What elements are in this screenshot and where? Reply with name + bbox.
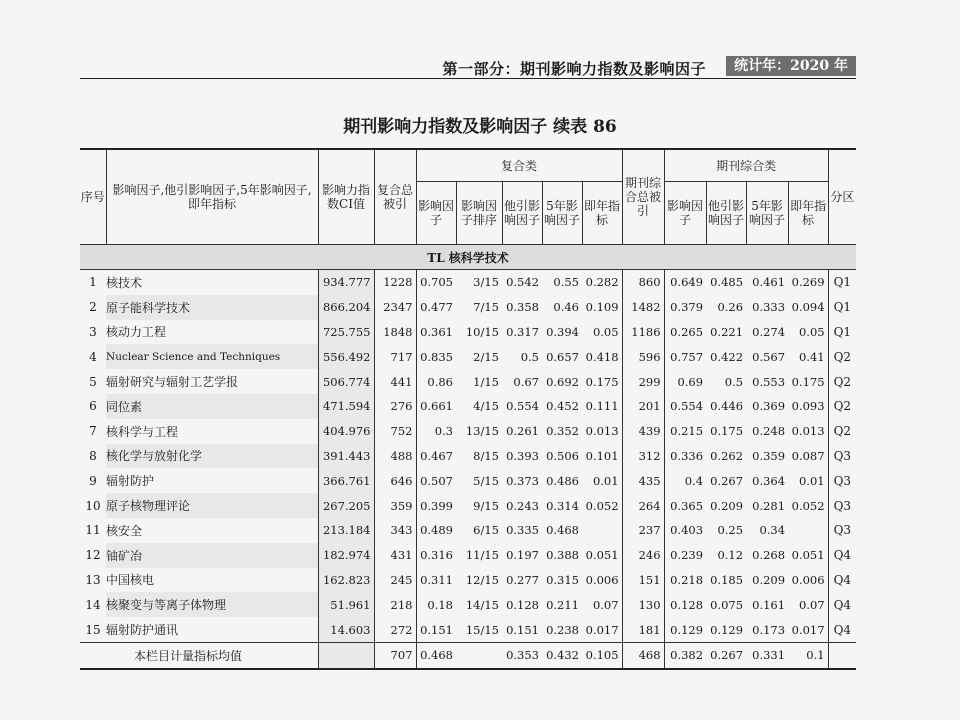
header-composite-group: 复合类 [416, 149, 622, 182]
cell-j-imm: 0.006 [791, 572, 825, 587]
cell-ci: 51.961 [318, 592, 374, 617]
row-index: 4 [80, 344, 106, 369]
cell-c-total: 441 [374, 369, 416, 394]
cell-ci: 556.492 [318, 344, 374, 369]
cell-c-if: 0.316 [416, 543, 456, 568]
cell-j-if: 0.365 [664, 493, 706, 518]
section-label: TL 核科学技术 [80, 245, 856, 270]
cell-c-rank: 12/15 [465, 572, 499, 587]
cell-j-if: 0.215 [664, 419, 706, 444]
cell-j-oif: 0.485 [710, 275, 744, 290]
cell-c-imm: 0.282 [585, 275, 619, 290]
cell-c-if5: 0.657 [546, 349, 579, 364]
cell-j-if5: 0.461 [752, 275, 786, 290]
cell-c-if5: 0.506 [546, 448, 579, 463]
cell-j-if5: 0.553 [752, 374, 786, 389]
cell-c-total: 218 [374, 592, 416, 617]
cell-c-total: 646 [374, 468, 416, 493]
row-index: 8 [80, 444, 106, 469]
cell-j-total: 1186 [622, 320, 664, 345]
cell-c-rank: 11/15 [465, 548, 499, 563]
cell-c-if: 0.705 [416, 270, 456, 295]
cell-j-oif: 0.221 [710, 324, 744, 339]
cell-c-imm: 0.006 [585, 572, 619, 587]
cell-j-total: 312 [622, 444, 664, 469]
cell-ci: 162.823 [318, 568, 374, 593]
row-index [80, 642, 106, 668]
cell-c-imm: 0.111 [585, 399, 619, 414]
cell-j-if: 0.403 [664, 518, 706, 543]
cell-c-rank: 8/15 [473, 448, 499, 463]
cell-c-if: 0.3 [416, 419, 456, 444]
journal-name: 中国核电 [106, 568, 318, 593]
row-index: 13 [80, 568, 106, 593]
cell-c-if5: 0.468 [546, 523, 579, 538]
cell-j-imm: 0.094 [791, 300, 825, 315]
cell-c-total: 752 [374, 419, 416, 444]
cell-c-oif: 0.277 [506, 572, 539, 587]
cell-c-rank: 6/15 [473, 523, 499, 538]
header-composite-if: 影响因子 [416, 182, 456, 245]
cell-c-if5: 0.388 [546, 548, 579, 563]
cell-c-oif: 0.151 [506, 622, 539, 637]
quartile-cell: Q3 [828, 444, 856, 469]
cell-ci: 391.443 [318, 444, 374, 469]
header-composite-other-if: 他引影响因子 [502, 182, 542, 245]
journal-name: 核动力工程 [106, 320, 318, 345]
cell-c-if: 0.507 [416, 468, 456, 493]
header-composite-total-cites: 复合总被引 [374, 149, 416, 245]
row-index: 3 [80, 320, 106, 345]
cell-c-oif: 0.353 [502, 642, 542, 668]
table-row [80, 295, 856, 320]
cell-j-total: 130 [622, 592, 664, 617]
cell-c-total: 431 [374, 543, 416, 568]
cell-c-oif: 0.197 [506, 548, 539, 563]
cell-c-oif: 0.128 [506, 597, 539, 612]
quartile-cell: Q2 [828, 344, 856, 369]
cell-c-imm: 0.418 [585, 349, 619, 364]
cell-c-rank: 14/15 [465, 597, 499, 612]
cell-c-if: 0.361 [416, 320, 456, 345]
cell-c-total: 717 [374, 344, 416, 369]
cell-ci: 404.976 [318, 419, 374, 444]
quartile-cell: Q3 [828, 493, 856, 518]
cell-c-total: 276 [374, 394, 416, 419]
cell-j-if: 0.554 [664, 394, 706, 419]
cell-j-if5: 0.567 [752, 349, 786, 364]
cell-c-oif: 0.358 [506, 300, 539, 315]
cell-c-if: 0.18 [416, 592, 456, 617]
cell-j-oif: 0.129 [710, 622, 744, 637]
cell-j-if: 0.4 [664, 468, 706, 493]
journal-name: 核安全 [106, 518, 318, 543]
cell-j-if5: 0.333 [752, 300, 786, 315]
cell-c-oif: 0.393 [506, 448, 539, 463]
cell-j-total: 237 [622, 518, 664, 543]
cell-j-total: 264 [622, 493, 664, 518]
row-index: 12 [80, 543, 106, 568]
cell-ci: 267.205 [318, 493, 374, 518]
cell-j-if5: 0.161 [752, 597, 786, 612]
cell-j-imm: 0.013 [791, 424, 825, 439]
cell-j-if5: 0.34 [759, 523, 786, 538]
cell-ci: 506.774 [318, 369, 374, 394]
cell-c-rank: 3/15 [473, 275, 499, 290]
average-label: 本栏目计量指标均值 [106, 642, 318, 668]
cell-j-imm: 0.1 [788, 642, 828, 668]
journal-name: 辐射防护 [106, 468, 318, 493]
header-journal-if: 影响因子 [664, 182, 706, 245]
cell-j-total: 151 [622, 568, 664, 593]
header-ci: 影响力指数CI值 [318, 149, 374, 245]
cell-c-total: 1228 [374, 270, 416, 295]
quartile-cell: Q1 [828, 295, 856, 320]
table-row [80, 493, 856, 518]
cell-j-oif: 0.075 [710, 597, 744, 612]
cell-j-total: 860 [622, 270, 664, 295]
cell-j-if5: 0.281 [752, 498, 786, 513]
cell-j-imm: 0.017 [791, 622, 825, 637]
cell-c-total: 2347 [374, 295, 416, 320]
table-row [80, 320, 856, 345]
row-index: 10 [80, 493, 106, 518]
cell-j-total: 1482 [622, 295, 664, 320]
header-composite-5yr-if: 5年影响因子 [542, 182, 582, 245]
table-row [80, 369, 856, 394]
journal-name: 核聚变与等离子体物理 [106, 592, 318, 617]
cell-c-total: 488 [374, 444, 416, 469]
quartile-cell: Q1 [828, 270, 856, 295]
row-index: 14 [80, 592, 106, 617]
journal-name: 原子能科学技术 [106, 295, 318, 320]
quartile-cell [828, 642, 856, 668]
journal-name: 核技术 [106, 270, 318, 295]
cell-j-imm: 0.01 [798, 473, 825, 488]
cell-c-if5: 0.352 [546, 424, 579, 439]
journal-index-table [80, 148, 856, 670]
cell-j-oif: 0.26 [717, 300, 744, 315]
cell-c-oif: 0.317 [506, 324, 539, 339]
cell-c-if: 0.489 [416, 518, 456, 543]
quartile-cell: Q2 [828, 369, 856, 394]
quartile-cell: Q4 [828, 568, 856, 593]
cell-c-if5: 0.211 [546, 597, 579, 612]
cell-c-if: 0.86 [416, 369, 456, 394]
cell-c-imm: 0.05 [592, 324, 619, 339]
quartile-cell: Q4 [828, 543, 856, 568]
cell-j-if: 0.757 [664, 344, 706, 369]
cell-c-rank: 9/15 [473, 498, 499, 513]
cell-c-total: 343 [374, 518, 416, 543]
cell-j-oif: 0.5 [724, 374, 744, 389]
cell-j-oif: 0.267 [710, 473, 744, 488]
table-row [80, 394, 856, 419]
cell-j-if5: 0.173 [752, 622, 786, 637]
cell-c-imm: 0.175 [585, 374, 619, 389]
cell-j-if: 0.69 [664, 369, 706, 394]
cell-j-imm: 0.087 [791, 448, 825, 463]
cell-c-rank: 5/15 [473, 473, 499, 488]
cell-c-total: 245 [374, 568, 416, 593]
cell-j-oif: 0.175 [710, 424, 744, 439]
cell-ci: 213.184 [318, 518, 374, 543]
cell-c-if5: 0.486 [546, 473, 579, 488]
cell-j-imm: 0.051 [791, 548, 825, 563]
cell-c-if: 0.468 [416, 642, 456, 668]
row-index: 15 [80, 617, 106, 642]
cell-c-oif: 0.261 [506, 424, 539, 439]
section-title: 第一部分：期刊影响力指数及影响因子 [442, 60, 706, 78]
quartile-cell: Q4 [828, 592, 856, 617]
header-composite-immediacy: 即年指标 [582, 182, 622, 245]
table-row [80, 444, 856, 469]
cell-c-oif: 0.373 [506, 473, 539, 488]
cell-c-rank: 2/15 [473, 349, 499, 364]
cell-j-oif: 0.262 [710, 448, 744, 463]
stat-year-badge: 统计年：2020 年 [726, 56, 856, 76]
journal-name: 核化学与放射化学 [106, 444, 318, 469]
cell-c-imm: 0.105 [582, 642, 622, 668]
cell-c-imm: 0.109 [585, 300, 619, 315]
cell-c-imm: 0.07 [592, 597, 619, 612]
table-title: 期刊影响力指数及影响因子 续表 86 [343, 117, 617, 137]
cell-c-imm: 0.101 [585, 448, 619, 463]
cell-c-imm: 0.017 [585, 622, 619, 637]
cell-j-if5: 0.331 [746, 642, 788, 668]
cell-ci: 725.755 [318, 320, 374, 345]
cell-ci: 366.761 [318, 468, 374, 493]
cell-c-total: 359 [374, 493, 416, 518]
cell-j-total: 435 [622, 468, 664, 493]
journal-name: 同位素 [106, 394, 318, 419]
cell-j-oif: 0.267 [706, 642, 746, 668]
cell-c-imm [582, 518, 622, 543]
cell-j-if: 0.379 [664, 295, 706, 320]
cell-c-if: 0.399 [416, 493, 456, 518]
cell-c-oif: 0.243 [506, 498, 539, 513]
cell-j-imm: 0.05 [798, 324, 825, 339]
header-journal-5yr-if: 5年影响因子 [746, 182, 788, 245]
cell-j-if: 0.382 [664, 642, 706, 668]
table-row [80, 419, 856, 444]
table-row [80, 592, 856, 617]
cell-c-if: 0.835 [416, 344, 456, 369]
table-row [80, 468, 856, 493]
cell-j-if5: 0.209 [752, 572, 786, 587]
cell-j-oif: 0.25 [717, 523, 744, 538]
header-journal-group: 期刊综合类 [664, 149, 828, 182]
quartile-cell: Q2 [828, 394, 856, 419]
cell-ci: 471.594 [318, 394, 374, 419]
cell-j-if: 0.265 [664, 320, 706, 345]
cell-c-if5: 0.315 [546, 572, 579, 587]
cell-j-if5: 0.274 [752, 324, 786, 339]
cell-c-oif: 0.554 [506, 399, 539, 414]
cell-j-imm: 0.07 [798, 597, 825, 612]
cell-c-if5: 0.452 [546, 399, 579, 414]
cell-c-oif: 0.67 [513, 374, 539, 389]
cell-j-oif: 0.422 [710, 349, 744, 364]
cell-c-imm: 0.052 [585, 498, 619, 513]
cell-j-if: 0.336 [664, 444, 706, 469]
cell-j-total: 439 [622, 419, 664, 444]
cell-j-if5: 0.364 [752, 473, 786, 488]
cell-j-imm [788, 518, 828, 543]
cell-c-total: 272 [374, 617, 416, 642]
quartile-cell: Q3 [828, 518, 856, 543]
header-composite-if-rank: 影响因子排序 [456, 182, 502, 245]
cell-c-if5: 0.432 [542, 642, 582, 668]
cell-c-rank [456, 642, 502, 668]
cell-j-imm: 0.41 [798, 349, 825, 364]
cell-c-if5: 0.394 [546, 324, 579, 339]
cell-c-if5: 0.314 [546, 498, 579, 513]
row-index: 7 [80, 419, 106, 444]
cell-c-if: 0.661 [416, 394, 456, 419]
cell-c-total: 707 [374, 642, 416, 668]
cell-c-if: 0.467 [416, 444, 456, 469]
cell-j-if: 0.649 [664, 270, 706, 295]
cell-j-if5: 0.268 [752, 548, 786, 563]
cell-j-if: 0.218 [664, 568, 706, 593]
row-index: 9 [80, 468, 106, 493]
cell-c-rank: 13/15 [465, 424, 499, 439]
cell-j-imm: 0.269 [791, 275, 825, 290]
header-quartile: 分区 [828, 149, 856, 245]
cell-j-oif: 0.185 [710, 572, 744, 587]
cell-c-imm: 0.013 [585, 424, 619, 439]
table-row [80, 344, 856, 369]
cell-c-oif: 0.335 [506, 523, 539, 538]
cell-c-oif: 0.542 [506, 275, 539, 290]
row-index: 6 [80, 394, 106, 419]
cell-j-if5: 0.359 [752, 448, 786, 463]
cell-ci [318, 642, 374, 668]
cell-c-imm: 0.051 [585, 548, 619, 563]
journal-name: 辐射防护通讯 [106, 617, 318, 642]
cell-c-if5: 0.238 [546, 622, 579, 637]
cell-c-rank: 4/15 [473, 399, 499, 414]
table-row [80, 617, 856, 642]
row-index: 2 [80, 295, 106, 320]
journal-name: 辐射研究与辐射工艺学报 [106, 369, 318, 394]
cell-j-total: 201 [622, 394, 664, 419]
cell-c-if5: 0.55 [553, 275, 579, 290]
cell-j-oif: 0.12 [717, 548, 744, 563]
journal-name: 原子核物理评论 [106, 493, 318, 518]
cell-j-total: 468 [622, 642, 664, 668]
header-journal-other-if: 他引影响因子 [706, 182, 746, 245]
header-journal-name: 影响因子,他引影响因子,5年影响因子,即年指标 [106, 149, 318, 245]
journal-name: Nuclear Science and Techniques [106, 344, 318, 369]
cell-j-if: 0.128 [664, 592, 706, 617]
cell-ci: 182.974 [318, 543, 374, 568]
cell-j-if5: 0.248 [752, 424, 786, 439]
cell-j-if: 0.239 [664, 543, 706, 568]
cell-c-total: 1848 [374, 320, 416, 345]
quartile-cell: Q4 [828, 617, 856, 642]
table-row [80, 270, 856, 295]
row-index: 5 [80, 369, 106, 394]
cell-c-rank: 7/15 [473, 300, 499, 315]
average-row [80, 642, 856, 668]
cell-ci: 14.603 [318, 617, 374, 642]
cell-j-oif: 0.446 [710, 399, 744, 414]
cell-j-oif: 0.209 [710, 498, 744, 513]
row-index: 11 [80, 518, 106, 543]
cell-j-if: 0.129 [664, 617, 706, 642]
cell-c-oif: 0.5 [520, 349, 539, 364]
cell-j-imm: 0.052 [791, 498, 825, 513]
cell-c-if: 0.311 [416, 568, 456, 593]
quartile-cell: Q2 [828, 419, 856, 444]
cell-j-if5: 0.369 [752, 399, 786, 414]
journal-name: 铀矿冶 [106, 543, 318, 568]
header-journal-immediacy: 即年指标 [788, 182, 828, 245]
table-row [80, 543, 856, 568]
cell-j-total: 596 [622, 344, 664, 369]
quartile-cell: Q3 [828, 468, 856, 493]
table-row [80, 518, 856, 543]
cell-j-total: 181 [622, 617, 664, 642]
cell-c-if5: 0.692 [546, 374, 579, 389]
cell-ci: 866.204 [318, 295, 374, 320]
page-header [80, 56, 856, 79]
journal-name: 核科学与工程 [106, 419, 318, 444]
cell-j-total: 299 [622, 369, 664, 394]
cell-c-rank: 10/15 [465, 324, 499, 339]
row-index: 1 [80, 270, 106, 295]
table-row [80, 568, 856, 593]
cell-c-if: 0.477 [416, 295, 456, 320]
header-journal-total-cites: 期刊综合总被引 [622, 149, 664, 245]
quartile-cell: Q1 [828, 320, 856, 345]
cell-c-if5: 0.46 [553, 300, 579, 315]
cell-c-rank: 15/15 [465, 622, 499, 637]
cell-ci: 934.777 [318, 270, 374, 295]
cell-c-rank: 1/15 [473, 374, 499, 389]
cell-j-imm: 0.093 [791, 399, 825, 414]
cell-c-imm: 0.01 [592, 473, 619, 488]
cell-c-if: 0.151 [416, 617, 456, 642]
header-seq: 序号 [80, 149, 106, 245]
cell-j-imm: 0.175 [791, 374, 825, 389]
cell-j-total: 246 [622, 543, 664, 568]
